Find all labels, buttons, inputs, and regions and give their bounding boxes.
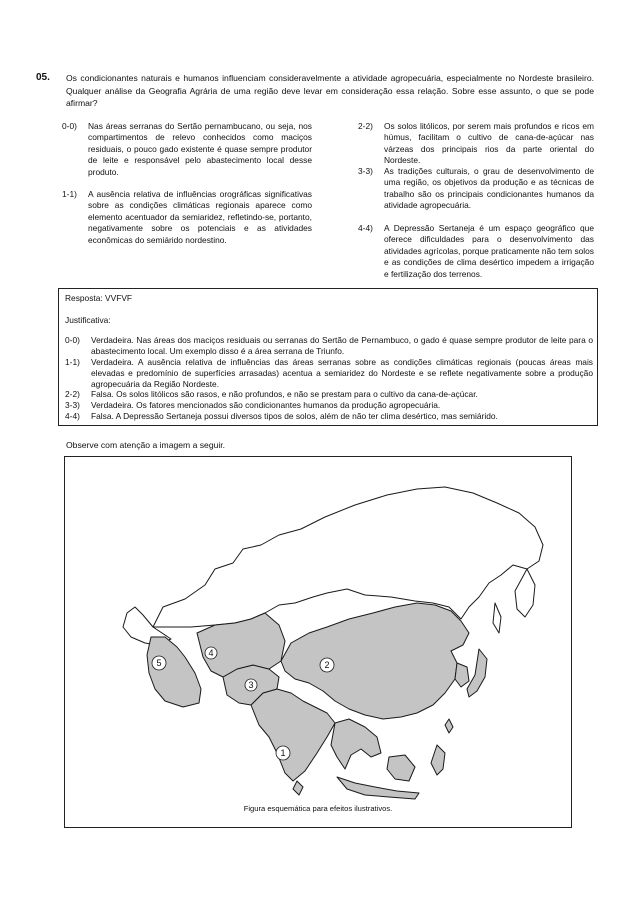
justification-text: Verdadeira. Nas áreas dos maciços residuais ou serranas do Sertão de Pernambuco, o gado é quase sempre produtor de leite para o abastecimento local. Um exemplo disso é a área serrana de Triunfo. xyxy=(91,335,593,356)
question-text: Os condicionantes naturais e humanos influenciam consideravelmente a atividade agropecuária, especialmente no Nordeste brasileiro. Qualquer análise da Geografia Agrária de uma região deve levar em consideração essa relação. Sobre esse assunto, o que se pode afirmar? xyxy=(66,73,594,109)
justification-code: 3-3) xyxy=(65,400,80,410)
region-1-india xyxy=(251,689,335,781)
region-philippines xyxy=(431,745,445,775)
map-outline-kamchatka xyxy=(515,569,535,617)
option-text: Nas áreas serranas do Sertão pernambucano, ou seja, nos compartimentos de relevo conhecidos como maciços residuais, o pouco gado existente é quase sempre produtor de leite e responsável pelo abastecimento local desse produto. xyxy=(88,121,312,177)
region-southeast-asia xyxy=(331,719,381,769)
region-srilanka xyxy=(293,781,303,795)
option-code: 4-4) xyxy=(358,223,373,233)
region-taiwan xyxy=(445,719,453,733)
asia-map xyxy=(65,457,572,828)
justification-text: Verdadeira. Os fatores mencionados são condicionantes humanos da produção agropecuária. xyxy=(91,400,441,410)
option-code: 1-1) xyxy=(62,189,77,199)
justification-text: Verdadeira. A ausência relativa de influências das áreas serranas sobre as condições climáticas regionais (poucas áreas mais elevadas e predomínio de superfícies arrasadas) acentua a semiaridez do Nordeste e se reflete negativamente sobre a produção agropecuária da Região Nordeste. xyxy=(91,357,593,389)
option-code: 2-2) xyxy=(358,121,373,131)
justification-code: 2-2) xyxy=(65,389,80,399)
map-figure xyxy=(64,456,572,828)
region-2-china xyxy=(281,603,469,719)
region-4-central-asia xyxy=(197,613,285,677)
option-text: A Depressão Sertaneja é um espaço geográfico que oferece dificuldades para o desenvolvimento das atividades agrícolas, porque praticamente não tem solos e as condições de clima desértico impedem a irrigação e fertilização dos terrenos. xyxy=(384,223,594,279)
answer-box xyxy=(58,288,598,426)
region-japan xyxy=(467,649,487,697)
option-code: 3-3) xyxy=(358,166,373,176)
observe-instruction: Observe com atenção a imagem a seguir. xyxy=(66,440,226,450)
option-text: A ausência relativa de influências orográficas significativas sobre as condições climáticas regionais aparece como elemento acentuador da semiaridez, refletindo-se, portanto, negativamente sobre os potenciais e as atividades econômicas do semiárido nordestino. xyxy=(88,189,312,245)
label-5: 5 xyxy=(156,658,162,668)
justification-text: Falsa. Os solos litólicos são rasos, e não profundos, e não se prestam para o cultivo da cana-de-açúcar. xyxy=(91,389,478,399)
label-2: 2 xyxy=(324,660,330,670)
justification-code: 0-0) xyxy=(65,335,80,345)
option-code: 0-0) xyxy=(62,121,77,131)
label-3: 3 xyxy=(248,680,254,690)
map-caption: Figura esquemática para efeitos ilustrativos. xyxy=(243,804,393,813)
option-text: As tradições culturais, o grau de desenvolvimento de uma região, os objetivos da produção e as técnicas de trabalho são os principais condicionantes humanos da atividade agropecuária. xyxy=(384,166,594,211)
label-1: 1 xyxy=(280,748,286,758)
justification-label: Justificativa: xyxy=(65,315,111,325)
option-text: Os solos litólicos, por serem mais profundos e ricos em húmus, facilitam o cultivo de cana-de-açúcar nas várzeas dos principais rios da parte oriental do Nordeste. xyxy=(384,121,594,166)
justification-code: 1-1) xyxy=(65,357,80,367)
region-borneo xyxy=(387,755,415,781)
region-korea xyxy=(455,663,469,687)
answer-key: Resposta: VVFVF xyxy=(65,293,133,303)
justification-code: 4-4) xyxy=(65,411,80,421)
region-5-arabia xyxy=(147,637,201,707)
justification-text: Falsa. A Depressão Sertaneja possui diversos tipos de solos, além de não ter clima desértico, mas semiárido. xyxy=(91,411,498,421)
label-4: 4 xyxy=(208,648,214,658)
map-outline-sakhalin xyxy=(493,603,501,633)
question-number: 05. xyxy=(36,72,50,83)
map-outline-north xyxy=(153,487,543,627)
